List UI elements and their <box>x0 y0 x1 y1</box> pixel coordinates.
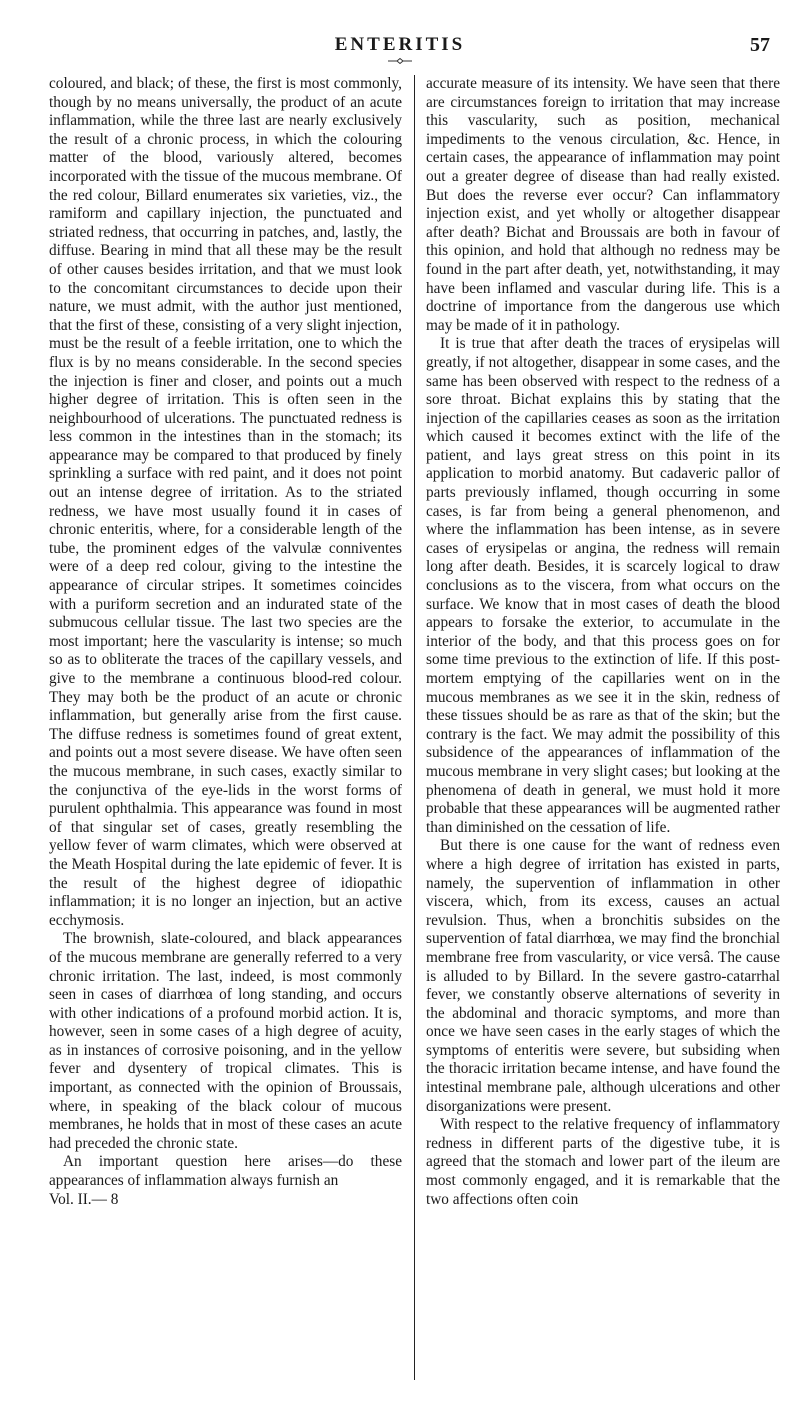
page-header <box>0 34 800 64</box>
paragraph: It is true that after death the traces of erysipelas will greatly, if not altogether, disappear in some cases, and the same has been observed with respect to the redness of a sore throat. Bichat explains this by stating that the injection of the capillaries ceases as soon as the irritation which caused it becomes extinct with the life of the patient, and lays great stress on this point in its application to morbid anatomy. But cadaveric pallor of parts previously inflamed, though occurring in some cases, is far from being a general phenomenon, and where the inflammation has been intense, as in severe cases of erysipelas or angina, the redness will remain long after death. Besides, it is scarcely logical to draw conclusions as to the viscera, from what occurs on the surface. We know that in most cases of death the blood appears to forsake the exterior, to accumulate in the interior of the body, and that this process goes on for some time previous to the extinction of life. If this post-mortem emptying of the capillaries went on in the mucous membranes as we see it in the skin, redness of these tissues should be as rare as that of the skin; but the contrary is the fact. We may admit the possibility of this subsidence of the appearances of inflammation of the mucous membrane in very slight cases; but looking at the phenomena of death in general, we must hold it more probable that these appearances will be augmented rather than diminished on the cessation of life. <box>426 335 780 836</box>
paragraph: With respect to the relative frequency of inflammatory redness in different parts of the digestive tube, it is agreed that the stomach and lower part of the ileum are most commonly engaged, and it is remarkable that the two affections often coin <box>426 1116 780 1208</box>
volume-signature: Vol. II.— 8 <box>49 1190 119 1208</box>
page-number: 57 <box>750 34 770 56</box>
paragraph: But there is one cause for the want of redness even where a high degree of irritation has existed in parts, namely, the supervention of inflammation in other viscera, which, from its excess, causes an actual revulsion. Thus, when a bronchitis subsides on the supervention of fatal diarrhœa, we may find the bronchial membrane free from vascularity, or vice versâ. The cause is alluded to by Billard. In the severe gastro-catarrhal fever, we constantly observe alternations of severity in the abdominal and thoracic symptoms, and more than once we have seen cases in the early stages of which the symptoms of enteritis were severe, but subsiding when the thoracic irritation became intense, and have found the intestinal membrane pale, although ulcerations and other disorganizations were present. <box>426 837 780 1115</box>
right-column <box>426 75 780 1209</box>
paragraph: An important question here arises—do these appearances of inflammation always furnish an <box>49 1153 402 1190</box>
paragraph: accurate measure of its intensity. We have seen that there are circumstances foreign to irritation that may increase this vascularity, such as position, mechanical impediments to the venous circulation, &c. Hence, in certain cases, the appearance of inflammation may point out a greater degree of disease than had really existed. But does the reverse ever occur? Can inflammatory injection exist, and yet wholly or altogether disappear after death? Bichat and Broussais are both in favour of this opinion, and hold that although no redness may be found in the part after death, yet, notwithstanding, it may have been inflamed and vascular during life. This is a doctrine of importance from the dangerous use which may be made of it in pathology. <box>426 75 780 334</box>
column-divider <box>414 75 415 1380</box>
ornament-divider-icon <box>388 57 412 65</box>
left-column <box>49 75 402 1209</box>
running-title: ENTERITIS <box>334 34 466 55</box>
paragraph: coloured, and black; of these, the first is most commonly, though by no means universally, the product of an acute inflammation, while the three last are nearly exclusively the result of a chronic process, in which the colouring matter of the blood, variously altered, becomes incorporated with the tissue of the mucous membrane. Of the red colour, Billard enumerates six varieties, viz., the ramiform and capillary injection, the punctuated and striated redness, that occurring in patches, and, lastly, the diffuse. Bearing in mind that all these may be the result of other causes besides irritation, and that we must look to the concomitant circumstances to decide upon their nature, we must admit, with the author just mentioned, that the first of these, consisting of a very slight injection, must be the result of a feeble irritation, one to which the flux is by no means considerable. In the second species the injection is finer and closer, and points out a much higher degree of irritation. This is often seen in the neighbourhood of ulcerations. The punctuated redness is less common in the intestines than in the stomach; its appearance may be compared to that produced by finely sprinkling a surface with red paint, and it does not point out an intense degree of irritation. As to the striated redness, we have most usually found it in cases of chronic enteritis, where, for a considerable length of the tube, the prominent edges of the valvulæ conniventes were of a deep red colour, giving to the intestine the appearance of circular stripes. It sometimes coincides with a puriform secretion and an indurated state of the submucous cellular tissue. The last two species are the most important; here the vascularity is intense; so much so as to obliterate the traces of the capillary vessels, and give to the membrane a continuous blood-red colour. They may both be the product of an acute or chronic inflammation, but generally arise from the first cause. The diffuse redness is sometimes found of great extent, and points out a most severe disease. We have often seen the mucous membrane, in such cases, exactly similar to the conjunctiva of the eye-lids in the worst forms of purulent ophthalmia. This appearance was found in most of that singular set of cases, greatly resembling the yellow fever of warm climates, which were observed at the Meath Hospital during the late epidemic of fever. It is the result of the highest degree of idiopathic inflammation; it is no longer an injection, but an active ecchymosis. <box>49 75 402 929</box>
paragraph: The brownish, slate-coloured, and black appearances of the mucous membrane are generally referred to a very chronic irritation. The last, indeed, is most commonly seen in cases of diarrhœa of long standing, and occurs with other indications of a profound morbid action. It is, however, seen in some cases of a high degree of acuity, as in instances of corrosive poisoning, and in the yellow fever and dysentery of tropical climates. This is important, as connected with the opinion of Broussais, where, in speaking of the black colour of mucous membranes, he holds that in most of these cases an acute had preceded the chronic state. <box>49 930 402 1152</box>
